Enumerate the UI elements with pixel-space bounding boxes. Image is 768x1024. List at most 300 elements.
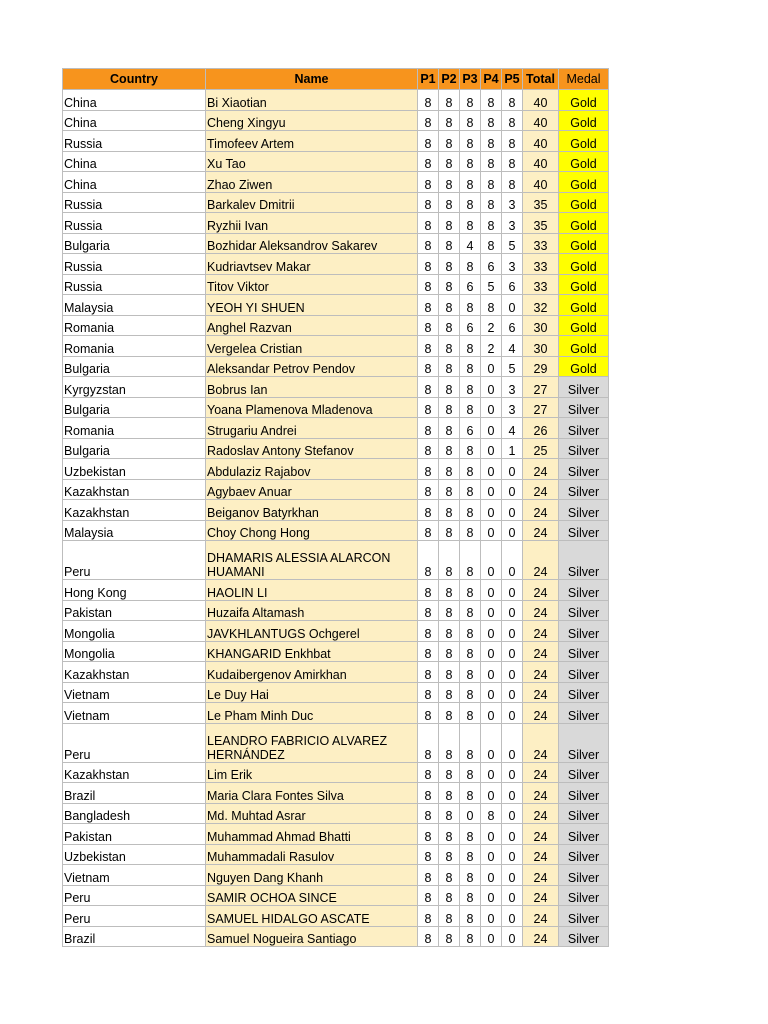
p4-cell[interactable]: 0 <box>481 682 502 703</box>
p1-cell[interactable]: 8 <box>418 541 439 580</box>
country-cell[interactable]: Russia <box>63 192 206 213</box>
p1-cell[interactable]: 8 <box>418 479 439 500</box>
p2-cell[interactable]: 8 <box>439 520 460 541</box>
country-cell[interactable]: Peru <box>63 723 206 762</box>
name-cell[interactable]: Nguyen Dang Khanh <box>206 865 418 886</box>
name-cell[interactable]: Bozhidar Aleksandrov Sakarev <box>206 233 418 254</box>
p2-cell[interactable]: 8 <box>439 192 460 213</box>
country-cell[interactable]: Mongolia <box>63 641 206 662</box>
p2-cell[interactable]: 8 <box>439 151 460 172</box>
medal-cell[interactable]: Gold <box>559 110 609 131</box>
country-cell[interactable]: China <box>63 151 206 172</box>
p2-cell[interactable]: 8 <box>439 783 460 804</box>
p1-cell[interactable]: 8 <box>418 803 439 824</box>
p5-cell[interactable]: 0 <box>502 885 523 906</box>
p2-cell[interactable]: 8 <box>439 500 460 521</box>
p5-cell[interactable]: 0 <box>502 479 523 500</box>
medal-cell[interactable]: Silver <box>559 438 609 459</box>
p1-cell[interactable]: 8 <box>418 459 439 480</box>
p1-cell[interactable]: 8 <box>418 90 439 111</box>
p4-cell[interactable]: 0 <box>481 926 502 947</box>
total-cell[interactable]: 40 <box>523 110 559 131</box>
country-cell[interactable]: Pakistan <box>63 824 206 845</box>
p3-cell[interactable]: 8 <box>460 762 481 783</box>
p5-cell[interactable]: 0 <box>502 520 523 541</box>
p2-cell[interactable]: 8 <box>439 865 460 886</box>
total-cell[interactable]: 33 <box>523 254 559 275</box>
name-cell[interactable]: Le Pham Minh Duc <box>206 703 418 724</box>
p4-cell[interactable]: 8 <box>481 151 502 172</box>
total-cell[interactable]: 30 <box>523 315 559 336</box>
medal-cell[interactable]: Silver <box>559 703 609 724</box>
total-cell[interactable]: 29 <box>523 356 559 377</box>
total-cell[interactable]: 24 <box>523 865 559 886</box>
total-cell[interactable]: 24 <box>523 906 559 927</box>
p5-cell[interactable]: 0 <box>502 621 523 642</box>
medal-cell[interactable]: Silver <box>559 641 609 662</box>
p4-cell[interactable]: 0 <box>481 783 502 804</box>
country-cell[interactable]: Romania <box>63 336 206 357</box>
medal-cell[interactable]: Silver <box>559 783 609 804</box>
country-cell[interactable]: China <box>63 90 206 111</box>
total-cell[interactable]: 24 <box>523 762 559 783</box>
p1-cell[interactable]: 8 <box>418 703 439 724</box>
name-cell[interactable]: Md. Muhtad Asrar <box>206 803 418 824</box>
p5-cell[interactable]: 0 <box>502 459 523 480</box>
medal-cell[interactable]: Silver <box>559 600 609 621</box>
p5-cell[interactable]: 3 <box>502 397 523 418</box>
p3-cell[interactable]: 4 <box>460 233 481 254</box>
p5-cell[interactable]: 3 <box>502 254 523 275</box>
p4-cell[interactable]: 0 <box>481 479 502 500</box>
country-cell[interactable]: Romania <box>63 418 206 439</box>
total-cell[interactable]: 24 <box>523 641 559 662</box>
name-cell[interactable]: Strugariu Andrei <box>206 418 418 439</box>
p4-cell[interactable]: 2 <box>481 336 502 357</box>
name-cell[interactable]: JAVKHLANTUGS Ochgerel <box>206 621 418 642</box>
name-cell[interactable]: Barkalev Dmitrii <box>206 192 418 213</box>
p1-cell[interactable]: 8 <box>418 315 439 336</box>
p5-cell[interactable]: 0 <box>502 703 523 724</box>
p5-cell[interactable]: 3 <box>502 213 523 234</box>
p2-cell[interactable]: 8 <box>439 682 460 703</box>
p5-cell[interactable]: 3 <box>502 192 523 213</box>
p3-cell[interactable]: 6 <box>460 418 481 439</box>
p2-cell[interactable]: 8 <box>439 641 460 662</box>
p1-cell[interactable]: 8 <box>418 131 439 152</box>
p2-cell[interactable]: 8 <box>439 295 460 316</box>
total-cell[interactable]: 24 <box>523 479 559 500</box>
country-cell[interactable]: Kazakhstan <box>63 479 206 500</box>
name-cell[interactable]: Abdulaziz Rajabov <box>206 459 418 480</box>
p1-cell[interactable]: 8 <box>418 926 439 947</box>
p1-cell[interactable]: 8 <box>418 682 439 703</box>
medal-cell[interactable]: Silver <box>559 479 609 500</box>
medal-cell[interactable]: Silver <box>559 621 609 642</box>
name-cell[interactable]: Muhammad Ahmad Bhatti <box>206 824 418 845</box>
medal-cell[interactable]: Gold <box>559 274 609 295</box>
total-cell[interactable]: 24 <box>523 783 559 804</box>
name-cell[interactable]: KHANGARID Enkhbat <box>206 641 418 662</box>
medal-cell[interactable]: Gold <box>559 356 609 377</box>
p4-cell[interactable]: 0 <box>481 600 502 621</box>
p1-cell[interactable]: 8 <box>418 254 439 275</box>
p5-cell[interactable]: 1 <box>502 438 523 459</box>
name-cell[interactable]: Xu Tao <box>206 151 418 172</box>
medal-cell[interactable]: Silver <box>559 541 609 580</box>
name-cell[interactable]: Maria Clara Fontes Silva <box>206 783 418 804</box>
p3-cell[interactable]: 8 <box>460 723 481 762</box>
name-cell[interactable]: Cheng Xingyu <box>206 110 418 131</box>
name-cell[interactable]: Choy Chong Hong <box>206 520 418 541</box>
p1-cell[interactable]: 8 <box>418 151 439 172</box>
p3-cell[interactable]: 8 <box>460 356 481 377</box>
p3-cell[interactable]: 8 <box>460 682 481 703</box>
p2-cell[interactable]: 8 <box>439 356 460 377</box>
medal-cell[interactable]: Silver <box>559 500 609 521</box>
name-cell[interactable]: Anghel Razvan <box>206 315 418 336</box>
p3-cell[interactable]: 8 <box>460 926 481 947</box>
total-cell[interactable]: 35 <box>523 192 559 213</box>
p2-cell[interactable]: 8 <box>439 926 460 947</box>
p4-cell[interactable]: 6 <box>481 254 502 275</box>
p3-cell[interactable]: 8 <box>460 621 481 642</box>
header-p2[interactable]: P2 <box>439 69 460 90</box>
name-cell[interactable]: HAOLIN LI <box>206 580 418 601</box>
p3-cell[interactable]: 0 <box>460 803 481 824</box>
total-cell[interactable]: 40 <box>523 172 559 193</box>
p3-cell[interactable]: 8 <box>460 295 481 316</box>
p4-cell[interactable]: 0 <box>481 356 502 377</box>
p5-cell[interactable]: 0 <box>502 865 523 886</box>
medal-cell[interactable]: Silver <box>559 906 609 927</box>
name-cell[interactable]: Huzaifa Altamash <box>206 600 418 621</box>
name-cell[interactable]: DHAMARIS ALESSIA ALARCON HUAMANI <box>206 541 418 580</box>
p4-cell[interactable]: 8 <box>481 192 502 213</box>
p5-cell[interactable]: 5 <box>502 356 523 377</box>
p4-cell[interactable]: 0 <box>481 906 502 927</box>
p5-cell[interactable]: 0 <box>502 295 523 316</box>
country-cell[interactable]: Pakistan <box>63 600 206 621</box>
p2-cell[interactable]: 8 <box>439 131 460 152</box>
p4-cell[interactable]: 0 <box>481 865 502 886</box>
name-cell[interactable]: Kudriavtsev Makar <box>206 254 418 275</box>
medal-cell[interactable]: Silver <box>559 377 609 398</box>
p5-cell[interactable]: 3 <box>502 377 523 398</box>
p3-cell[interactable]: 8 <box>460 520 481 541</box>
medal-cell[interactable]: Silver <box>559 418 609 439</box>
p5-cell[interactable]: 0 <box>502 600 523 621</box>
p4-cell[interactable]: 8 <box>481 213 502 234</box>
p3-cell[interactable]: 8 <box>460 600 481 621</box>
total-cell[interactable]: 24 <box>523 600 559 621</box>
p1-cell[interactable]: 8 <box>418 274 439 295</box>
p3-cell[interactable]: 8 <box>460 90 481 111</box>
p2-cell[interactable]: 8 <box>439 459 460 480</box>
p5-cell[interactable]: 0 <box>502 662 523 683</box>
total-cell[interactable]: 24 <box>523 682 559 703</box>
p2-cell[interactable]: 8 <box>439 233 460 254</box>
medal-cell[interactable]: Silver <box>559 885 609 906</box>
country-cell[interactable]: Kyrgyzstan <box>63 377 206 398</box>
medal-cell[interactable]: Gold <box>559 151 609 172</box>
p5-cell[interactable]: 0 <box>502 906 523 927</box>
header-medal[interactable]: Medal <box>559 69 609 90</box>
p3-cell[interactable]: 8 <box>460 479 481 500</box>
p1-cell[interactable]: 8 <box>418 192 439 213</box>
p4-cell[interactable]: 0 <box>481 641 502 662</box>
p4-cell[interactable]: 8 <box>481 803 502 824</box>
p2-cell[interactable]: 8 <box>439 336 460 357</box>
p1-cell[interactable]: 8 <box>418 762 439 783</box>
country-cell[interactable]: China <box>63 172 206 193</box>
medal-cell[interactable]: Silver <box>559 397 609 418</box>
name-cell[interactable]: YEOH YI SHUEN <box>206 295 418 316</box>
p1-cell[interactable]: 8 <box>418 580 439 601</box>
medal-cell[interactable]: Silver <box>559 459 609 480</box>
p2-cell[interactable]: 8 <box>439 906 460 927</box>
header-p1[interactable]: P1 <box>418 69 439 90</box>
p5-cell[interactable]: 8 <box>502 172 523 193</box>
p3-cell[interactable]: 8 <box>460 541 481 580</box>
medal-cell[interactable]: Gold <box>559 315 609 336</box>
p2-cell[interactable]: 8 <box>439 703 460 724</box>
p1-cell[interactable]: 8 <box>418 295 439 316</box>
medal-cell[interactable]: Gold <box>559 192 609 213</box>
p2-cell[interactable]: 8 <box>439 541 460 580</box>
header-p5[interactable]: P5 <box>502 69 523 90</box>
name-cell[interactable]: LEANDRO FABRICIO ALVAREZ HERNÁNDEZ <box>206 723 418 762</box>
country-cell[interactable]: Russia <box>63 213 206 234</box>
medal-cell[interactable]: Silver <box>559 824 609 845</box>
medal-cell[interactable]: Gold <box>559 90 609 111</box>
p1-cell[interactable]: 8 <box>418 438 439 459</box>
p4-cell[interactable]: 0 <box>481 885 502 906</box>
p4-cell[interactable]: 8 <box>481 295 502 316</box>
name-cell[interactable]: Radoslav Antony Stefanov <box>206 438 418 459</box>
p4-cell[interactable]: 0 <box>481 377 502 398</box>
p1-cell[interactable]: 8 <box>418 865 439 886</box>
p3-cell[interactable]: 8 <box>460 438 481 459</box>
total-cell[interactable]: 27 <box>523 397 559 418</box>
medal-cell[interactable]: Gold <box>559 254 609 275</box>
p1-cell[interactable]: 8 <box>418 172 439 193</box>
medal-cell[interactable]: Gold <box>559 131 609 152</box>
p1-cell[interactable]: 8 <box>418 520 439 541</box>
p3-cell[interactable]: 8 <box>460 885 481 906</box>
p5-cell[interactable]: 0 <box>502 824 523 845</box>
country-cell[interactable]: Bulgaria <box>63 397 206 418</box>
p1-cell[interactable]: 8 <box>418 397 439 418</box>
p5-cell[interactable]: 8 <box>502 90 523 111</box>
name-cell[interactable]: Kudaibergenov Amirkhan <box>206 662 418 683</box>
p5-cell[interactable]: 0 <box>502 762 523 783</box>
p4-cell[interactable]: 0 <box>481 703 502 724</box>
country-cell[interactable]: Uzbekistan <box>63 459 206 480</box>
name-cell[interactable]: Vergelea Cristian <box>206 336 418 357</box>
p3-cell[interactable]: 8 <box>460 500 481 521</box>
p5-cell[interactable]: 0 <box>502 682 523 703</box>
total-cell[interactable]: 24 <box>523 885 559 906</box>
p3-cell[interactable]: 8 <box>460 662 481 683</box>
p5-cell[interactable]: 4 <box>502 418 523 439</box>
p1-cell[interactable]: 8 <box>418 662 439 683</box>
p1-cell[interactable]: 8 <box>418 110 439 131</box>
country-cell[interactable]: Uzbekistan <box>63 844 206 865</box>
p5-cell[interactable]: 5 <box>502 233 523 254</box>
p3-cell[interactable]: 8 <box>460 844 481 865</box>
name-cell[interactable]: Bobrus Ian <box>206 377 418 398</box>
p3-cell[interactable]: 8 <box>460 397 481 418</box>
country-cell[interactable]: Brazil <box>63 926 206 947</box>
p3-cell[interactable]: 8 <box>460 703 481 724</box>
total-cell[interactable]: 24 <box>523 723 559 762</box>
p3-cell[interactable]: 8 <box>460 865 481 886</box>
p3-cell[interactable]: 8 <box>460 131 481 152</box>
p2-cell[interactable]: 8 <box>439 803 460 824</box>
p2-cell[interactable]: 8 <box>439 600 460 621</box>
country-cell[interactable]: Romania <box>63 315 206 336</box>
country-cell[interactable]: Malaysia <box>63 520 206 541</box>
total-cell[interactable]: 32 <box>523 295 559 316</box>
p1-cell[interactable]: 8 <box>418 600 439 621</box>
p2-cell[interactable]: 8 <box>439 762 460 783</box>
medal-cell[interactable]: Gold <box>559 172 609 193</box>
country-cell[interactable]: Kazakhstan <box>63 662 206 683</box>
p2-cell[interactable]: 8 <box>439 315 460 336</box>
p3-cell[interactable]: 6 <box>460 315 481 336</box>
p3-cell[interactable]: 8 <box>460 783 481 804</box>
medal-cell[interactable]: Gold <box>559 295 609 316</box>
p4-cell[interactable]: 8 <box>481 131 502 152</box>
p4-cell[interactable]: 0 <box>481 580 502 601</box>
country-cell[interactable]: Peru <box>63 906 206 927</box>
p1-cell[interactable]: 8 <box>418 723 439 762</box>
p2-cell[interactable]: 8 <box>439 254 460 275</box>
p4-cell[interactable]: 0 <box>481 459 502 480</box>
p4-cell[interactable]: 0 <box>481 762 502 783</box>
p2-cell[interactable]: 8 <box>439 723 460 762</box>
country-cell[interactable]: China <box>63 110 206 131</box>
medal-cell[interactable]: Silver <box>559 682 609 703</box>
country-cell[interactable]: Vietnam <box>63 682 206 703</box>
country-cell[interactable]: Kazakhstan <box>63 762 206 783</box>
total-cell[interactable]: 24 <box>523 500 559 521</box>
p1-cell[interactable]: 8 <box>418 500 439 521</box>
p2-cell[interactable]: 8 <box>439 213 460 234</box>
p5-cell[interactable]: 0 <box>502 926 523 947</box>
country-cell[interactable]: Bulgaria <box>63 438 206 459</box>
p1-cell[interactable]: 8 <box>418 233 439 254</box>
total-cell[interactable]: 24 <box>523 926 559 947</box>
country-cell[interactable]: Vietnam <box>63 865 206 886</box>
p2-cell[interactable]: 8 <box>439 438 460 459</box>
p1-cell[interactable]: 8 <box>418 418 439 439</box>
total-cell[interactable]: 27 <box>523 377 559 398</box>
medal-cell[interactable]: Gold <box>559 336 609 357</box>
p3-cell[interactable]: 8 <box>460 580 481 601</box>
p1-cell[interactable]: 8 <box>418 783 439 804</box>
medal-cell[interactable]: Gold <box>559 213 609 234</box>
p3-cell[interactable]: 8 <box>460 110 481 131</box>
p5-cell[interactable]: 4 <box>502 336 523 357</box>
total-cell[interactable]: 24 <box>523 844 559 865</box>
p5-cell[interactable]: 0 <box>502 641 523 662</box>
p5-cell[interactable]: 6 <box>502 274 523 295</box>
p4-cell[interactable]: 0 <box>481 662 502 683</box>
total-cell[interactable]: 40 <box>523 131 559 152</box>
country-cell[interactable]: Kazakhstan <box>63 500 206 521</box>
country-cell[interactable]: Bulgaria <box>63 233 206 254</box>
p4-cell[interactable]: 8 <box>481 90 502 111</box>
name-cell[interactable]: Bi Xiaotian <box>206 90 418 111</box>
total-cell[interactable]: 33 <box>523 233 559 254</box>
p2-cell[interactable]: 8 <box>439 397 460 418</box>
p1-cell[interactable]: 8 <box>418 213 439 234</box>
country-cell[interactable]: Vietnam <box>63 703 206 724</box>
p2-cell[interactable]: 8 <box>439 377 460 398</box>
total-cell[interactable]: 33 <box>523 274 559 295</box>
p5-cell[interactable]: 8 <box>502 131 523 152</box>
p1-cell[interactable]: 8 <box>418 377 439 398</box>
p2-cell[interactable]: 8 <box>439 580 460 601</box>
total-cell[interactable]: 24 <box>523 580 559 601</box>
p1-cell[interactable]: 8 <box>418 885 439 906</box>
p4-cell[interactable]: 0 <box>481 824 502 845</box>
p1-cell[interactable]: 8 <box>418 906 439 927</box>
name-cell[interactable]: Yoana Plamenova Mladenova <box>206 397 418 418</box>
name-cell[interactable]: Ryzhii Ivan <box>206 213 418 234</box>
medal-cell[interactable]: Silver <box>559 762 609 783</box>
total-cell[interactable]: 30 <box>523 336 559 357</box>
name-cell[interactable]: Titov Viktor <box>206 274 418 295</box>
p3-cell[interactable]: 8 <box>460 459 481 480</box>
p2-cell[interactable]: 8 <box>439 274 460 295</box>
country-cell[interactable]: Russia <box>63 131 206 152</box>
p3-cell[interactable]: 8 <box>460 824 481 845</box>
p5-cell[interactable]: 8 <box>502 110 523 131</box>
p3-cell[interactable]: 8 <box>460 254 481 275</box>
total-cell[interactable]: 26 <box>523 418 559 439</box>
header-total[interactable]: Total <box>523 69 559 90</box>
medal-cell[interactable]: Silver <box>559 723 609 762</box>
country-cell[interactable]: Bulgaria <box>63 356 206 377</box>
p4-cell[interactable]: 0 <box>481 541 502 580</box>
header-name[interactable]: Name <box>206 69 418 90</box>
country-cell[interactable]: Peru <box>63 541 206 580</box>
header-p3[interactable]: P3 <box>460 69 481 90</box>
p4-cell[interactable]: 0 <box>481 520 502 541</box>
header-country[interactable]: Country <box>63 69 206 90</box>
name-cell[interactable]: Le Duy Hai <box>206 682 418 703</box>
country-cell[interactable]: Mongolia <box>63 621 206 642</box>
name-cell[interactable]: Beiganov Batyrkhan <box>206 500 418 521</box>
p2-cell[interactable]: 8 <box>439 885 460 906</box>
p2-cell[interactable]: 8 <box>439 844 460 865</box>
name-cell[interactable]: Zhao Ziwen <box>206 172 418 193</box>
p2-cell[interactable]: 8 <box>439 90 460 111</box>
p3-cell[interactable]: 8 <box>460 906 481 927</box>
total-cell[interactable]: 24 <box>523 459 559 480</box>
name-cell[interactable]: Lim Erik <box>206 762 418 783</box>
p4-cell[interactable]: 8 <box>481 233 502 254</box>
name-cell[interactable]: SAMUEL HIDALGO ASCATE <box>206 906 418 927</box>
country-cell[interactable]: Hong Kong <box>63 580 206 601</box>
p4-cell[interactable]: 8 <box>481 110 502 131</box>
p1-cell[interactable]: 8 <box>418 336 439 357</box>
p2-cell[interactable]: 8 <box>439 479 460 500</box>
total-cell[interactable]: 24 <box>523 621 559 642</box>
